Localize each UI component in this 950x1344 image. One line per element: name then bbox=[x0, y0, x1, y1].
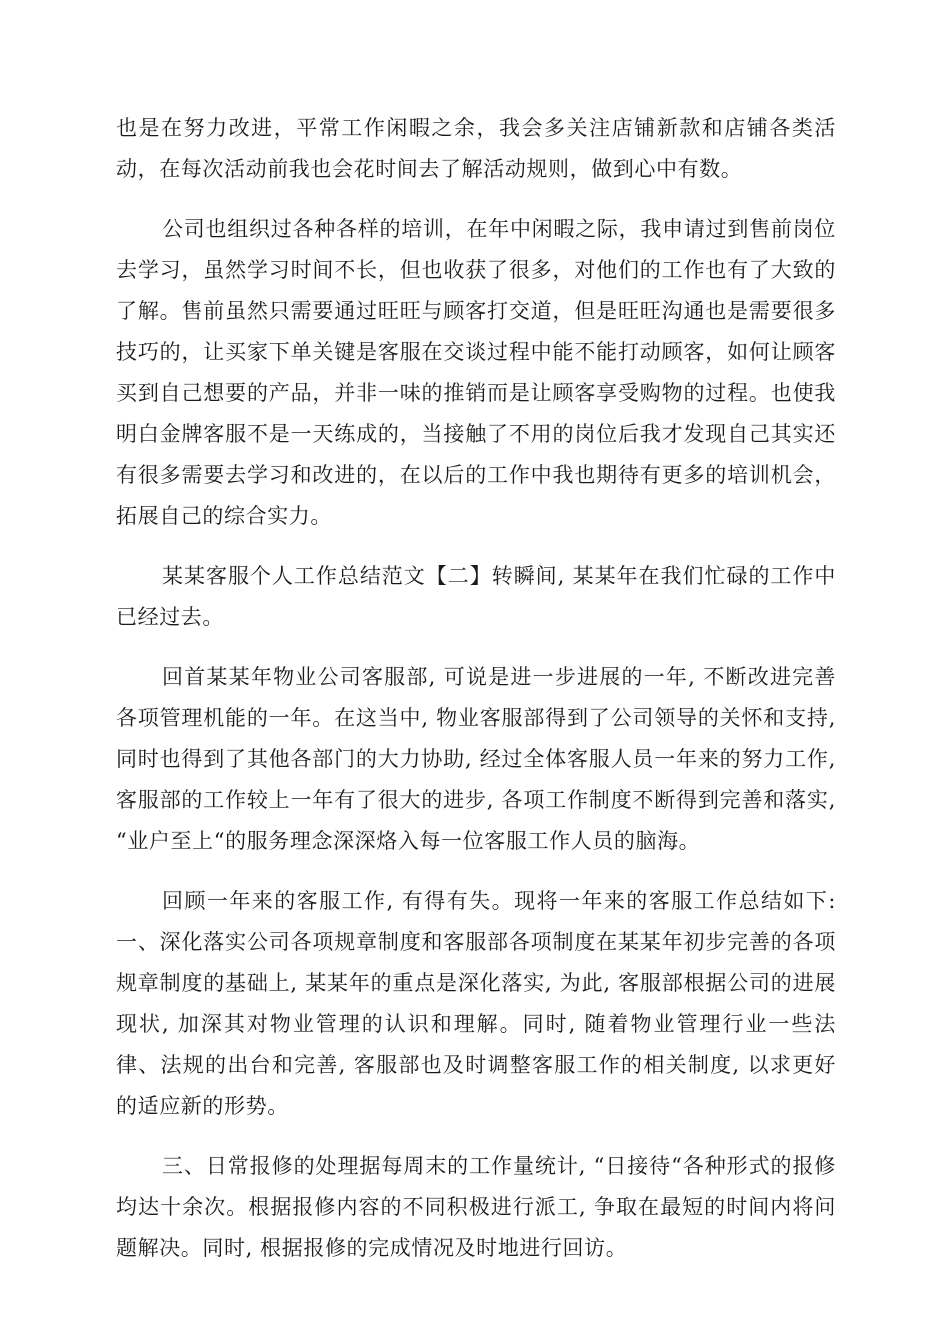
paragraph-4: 回首某某年物业公司客服部, 可说是进一步进展的一年, 不断改进完善各项管理机能的一年。在这当中, 物业客服部得到了公司领导的关怀和支持, 同时也得到了其他各部门的大力协助, 经过全体客服人员一年来的努力工作, 客服部的工作较上一年有了很大的进步, 各项工作制度不断得到完善和落实, “业户至上“的服务理念深深烙入每一位客服工作人员的脑海。 bbox=[116, 665, 836, 853]
paragraph-1: 也是在努力改进，平常工作闲暇之余，我会多关注店铺新款和店铺各类活动，在每次活动前我也会花时间去了解活动规则，做到心中有数。 bbox=[116, 116, 836, 181]
paragraph-3: 某某客服个人工作总结范文【二】转瞬间, 某某年在我们忙碌的工作中已经过去。 bbox=[116, 564, 836, 629]
document-body bbox=[116, 108, 836, 1288]
paragraph-6: 三、日常报修的处理据每周末的工作量统计, “日接待“各种形式的报修均达十余次。根据报修内容的不同积极进行派工, 争取在最短的时间内将问题解决。同时, 根据报修的完成情况及时地进行回访。 bbox=[116, 1154, 836, 1260]
paragraph-5: 回顾一年来的客服工作, 有得有失。现将一年来的客服工作总结如下: 一、深化落实公司各项规章制度和客服部各项制度在某某年初步完善的各项规章制度的基础上, 某某年的重点是深化落实, 为此, 客服部根据公司的进展现状, 加深其对物业管理的认识和理解。同时, 随着物业管理行业一些法律、法规的出台和完善, 客服部也及时调整客服工作的相关制度, 以求更好的适应新的形势。 bbox=[116, 889, 836, 1118]
paragraph-2: 公司也组织过各种各样的培训，在年中闲暇之际，我申请过到售前岗位去学习，虽然学习时间不长，但也收获了很多，对他们的工作也有了大致的了解。售前虽然只需要通过旺旺与顾客打交道，但是旺旺沟通也是需要很多技巧的，让买家下单关键是客服在交谈过程中能不能打动顾客，如何让顾客买到自己想要的产品，并非一味的推销而是让顾客享受购物的过程。也使我明白金牌客服不是一天练成的，当接触了不用的岗位后我才发现自己其实还有很多需要去学习和改进的，在以后的工作中我也期待有更多的培训机会，拓展自己的综合实力。 bbox=[116, 217, 836, 528]
